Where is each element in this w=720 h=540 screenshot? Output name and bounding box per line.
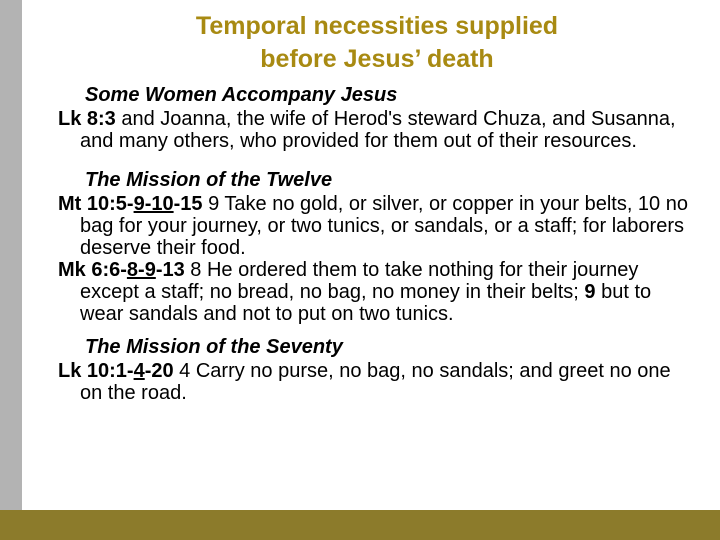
reference-part: Mt 10:5- [58, 193, 134, 215]
reference-highlight: 9-10 [133, 193, 174, 215]
passage-text: 8 He ordered them to take nothing for their journey except a staff; no bread, no bag, no money in their belts; [80, 259, 639, 303]
section-heading-twelve: The Mission of the Twelve [85, 169, 333, 191]
bottom-footer-bar [0, 510, 720, 540]
reference-highlight: 8-9 [126, 259, 156, 281]
passage-lk-10 [58, 360, 698, 404]
passage-reference: Lk 8:3 [58, 108, 116, 130]
reference-part: Lk 10:1- [58, 360, 134, 382]
slide-title [22, 10, 720, 76]
passage-reference [58, 259, 185, 281]
reference-part: -15 [173, 193, 203, 215]
reference-part: Mk 6:6- [58, 259, 127, 281]
passage-text: 9 Take no gold, or silver, or copper in your belts, 10 no bag for your journey, or two tunics, or sandals, or a staff; for laborers deserve their food. [80, 193, 688, 259]
passage-reference [58, 360, 174, 382]
section-heading-women: Some Women Accompany Jesus [85, 84, 398, 106]
title-line-2: before Jesus’ death [260, 45, 494, 73]
section-heading-seventy: The Mission of the Seventy [85, 336, 343, 358]
passage-text: but to wear sandals and not to put on two tunics. [80, 281, 652, 325]
passage-reference [58, 193, 203, 215]
verse-number: 9 [584, 281, 596, 303]
passage-mt-10 [58, 193, 698, 259]
left-sidebar-bar [0, 0, 22, 540]
passage-mk-6 [58, 259, 698, 325]
passage-lk-8-3 [58, 108, 698, 152]
title-line-1: Temporal necessities supplied [195, 12, 559, 40]
passage-text: 4 Carry no purse, no bag, no sandals; and greet no one on the road. [80, 360, 671, 404]
passage-text: and Joanna, the wife of Herod's steward Chuza, and Susanna, and many others, who provided for them out of their resources. [80, 108, 676, 152]
reference-part: -20 [144, 360, 174, 382]
slide-content [58, 84, 698, 404]
reference-part: -13 [155, 259, 185, 281]
reference-highlight: 4 [133, 360, 145, 382]
